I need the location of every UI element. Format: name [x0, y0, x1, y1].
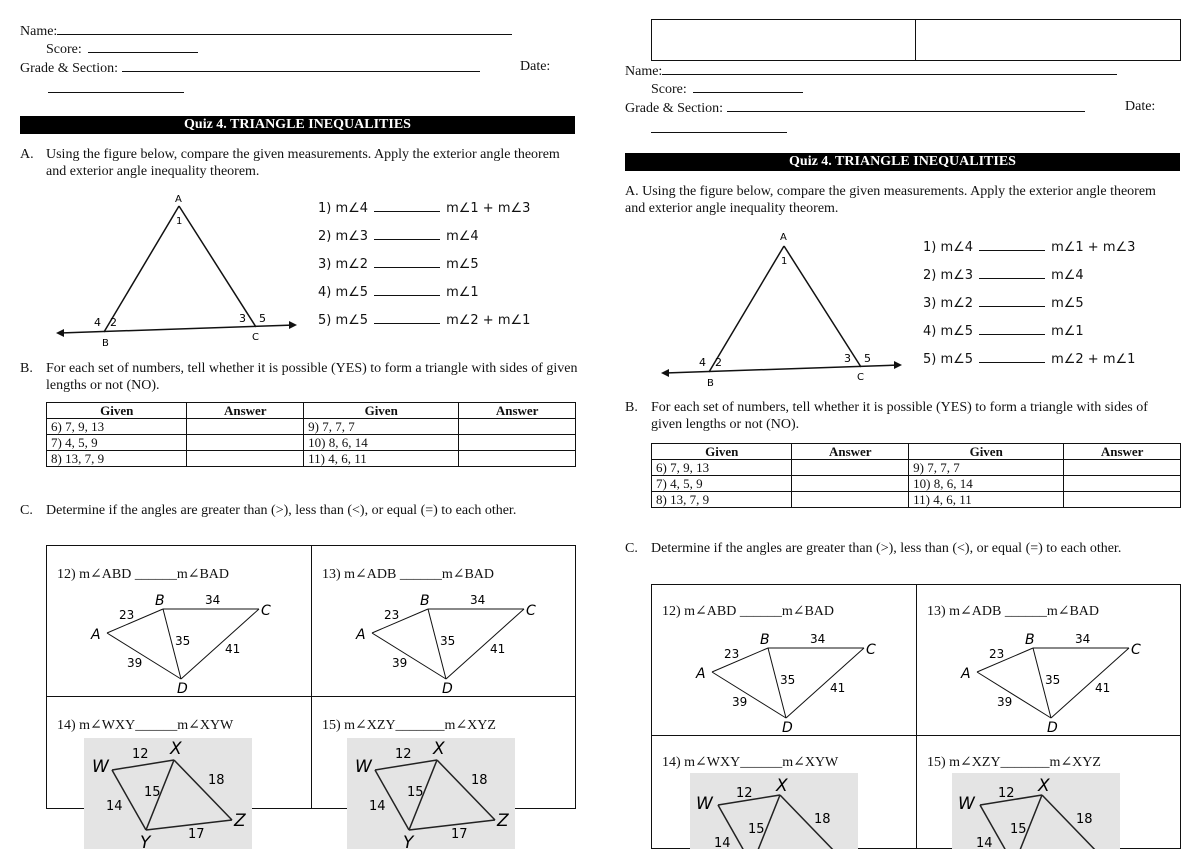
triangle-figure: [50, 188, 300, 348]
svg-text:C: C: [261, 603, 271, 619]
given-cell: 9) 7, 7, 7: [304, 419, 459, 435]
header-given-2: Given: [909, 444, 1064, 460]
score-label: Score:: [46, 42, 82, 57]
svg-text:C: C: [1131, 642, 1141, 658]
grade-label: Grade & Section:: [20, 61, 118, 76]
name-field[interactable]: [662, 62, 1117, 75]
q12-label: 12) m∠ABD ______m∠BAD: [662, 604, 835, 619]
label-1: 1: [781, 256, 788, 267]
answer-cell[interactable]: [792, 476, 909, 492]
date-label: Date:: [1125, 99, 1156, 114]
grade-line: [20, 59, 480, 77]
wxyz-photo-2: [347, 738, 515, 849]
score-box-divider: [915, 20, 916, 60]
svg-text:A: A: [356, 627, 366, 643]
answer-2-blank[interactable]: [374, 229, 440, 240]
svg-text:35: 35: [440, 634, 456, 648]
triangle-sides-table: [651, 443, 1181, 508]
answer-cell[interactable]: [1064, 476, 1181, 492]
box-q12: [651, 584, 917, 736]
svg-text:A: A: [91, 627, 101, 643]
label-5: 5: [864, 352, 871, 365]
svg-text:12: 12: [395, 747, 412, 762]
svg-text:18: 18: [471, 773, 488, 788]
header-given-2: Given: [304, 403, 459, 419]
given-cell: 10) 8, 6, 14: [909, 476, 1064, 492]
svg-text:B: B: [155, 593, 165, 609]
svg-text:X: X: [433, 739, 445, 759]
svg-text:41: 41: [1095, 681, 1111, 695]
svg-text:41: 41: [830, 681, 846, 695]
q14-label: 14) m∠WXY______m∠XYW: [662, 755, 839, 770]
svg-text:D: D: [442, 681, 453, 696]
date-field[interactable]: [48, 80, 184, 93]
label-1: 1: [176, 216, 183, 227]
triangle-figure: [655, 228, 905, 388]
svg-text:W: W: [355, 757, 372, 777]
svg-text:C: C: [526, 603, 536, 619]
svg-text:W: W: [958, 794, 975, 814]
quadrilateral-adb-figure: [348, 591, 538, 696]
svg-text:B: B: [1025, 632, 1035, 648]
quadrilateral-abd-figure: [83, 591, 273, 696]
svg-text:41: 41: [225, 642, 241, 656]
q12-label: 12) m∠ABD ______m∠BAD: [57, 567, 230, 582]
given-cell: 7) 4, 5, 9: [47, 435, 187, 451]
right-quiz-sheet: [625, 0, 1185, 849]
svg-text:12: 12: [132, 747, 149, 762]
svg-text:39: 39: [392, 656, 408, 670]
quadrilateral-adb-figure: [953, 630, 1143, 735]
table-row: [652, 460, 1181, 476]
box-q12: [46, 545, 312, 697]
section-a-letter: A.: [20, 147, 34, 162]
date-field[interactable]: [651, 120, 787, 133]
svg-text:41: 41: [490, 642, 506, 656]
svg-text:15: 15: [144, 785, 161, 800]
name-line: [625, 62, 1117, 80]
given-cell: 6) 7, 9, 13: [652, 460, 792, 476]
question-2: 2) m∠3 m∠4: [923, 268, 1084, 283]
triangle-sides-table: [46, 402, 576, 467]
svg-text:18: 18: [208, 773, 225, 788]
score-field[interactable]: [693, 80, 803, 93]
answer-4-blank[interactable]: [979, 324, 1045, 335]
svg-text:W: W: [92, 757, 109, 777]
label-3: 3: [844, 352, 851, 365]
box-q13: [916, 584, 1181, 736]
section-a-instructions: [625, 183, 1175, 217]
answer-5-blank[interactable]: [979, 352, 1045, 363]
score-label: Score:: [651, 82, 687, 97]
answer-cell[interactable]: [1064, 460, 1181, 476]
answer-cell[interactable]: [792, 492, 909, 508]
table-header-row: [47, 403, 576, 419]
section-a-text: A. Using the figure below, compare the given measurements. Apply the exterior angle theorem and exterior angle inequality theorem.: [625, 184, 1156, 216]
given-cell: 11) 4, 6, 11: [304, 451, 459, 467]
svg-text:23: 23: [724, 647, 740, 661]
label-2: 2: [110, 316, 117, 329]
svg-text:18: 18: [1076, 812, 1093, 827]
svg-text:12: 12: [736, 786, 753, 801]
svg-text:23: 23: [384, 608, 400, 622]
svg-text:A: A: [961, 666, 971, 682]
answer-5-blank[interactable]: [374, 313, 440, 324]
date-label: Date:: [520, 59, 551, 74]
svg-text:Z: Z: [234, 811, 246, 831]
svg-text:D: D: [1047, 720, 1058, 735]
svg-text:35: 35: [1045, 673, 1061, 687]
answer-cell[interactable]: [459, 435, 576, 451]
score-line: [46, 40, 198, 58]
header-answer-1: Answer: [792, 444, 909, 460]
label-A: A: [175, 194, 182, 205]
svg-text:35: 35: [175, 634, 191, 648]
section-c-instructions: [20, 502, 580, 519]
grade-field[interactable]: [122, 59, 480, 72]
name-field[interactable]: [57, 22, 512, 35]
svg-text:15: 15: [1010, 822, 1027, 837]
q15-label: 15) m∠XZY_______m∠XYZ: [322, 718, 496, 733]
svg-text:Y: Y: [140, 833, 151, 849]
quadrilateral-abd-figure: [688, 630, 878, 735]
score-field[interactable]: [88, 40, 198, 53]
table-row: [652, 492, 1181, 508]
svg-text:23: 23: [119, 608, 135, 622]
q15-label: 15) m∠XZY_______m∠XYZ: [927, 755, 1101, 770]
section-b-text: For each set of numbers, tell whether it is possible (YES) to form a triangle with sides of given lengths or not (NO).: [651, 400, 1148, 432]
svg-text:17: 17: [188, 827, 205, 842]
given-cell: 9) 7, 7, 7: [909, 460, 1064, 476]
svg-text:12: 12: [998, 786, 1015, 801]
q13-label: 13) m∠ADB ______m∠BAD: [927, 604, 1100, 619]
svg-text:X: X: [170, 739, 182, 759]
answer-2-blank[interactable]: [979, 268, 1045, 279]
label-4: 4: [94, 316, 101, 329]
svg-text:14: 14: [714, 836, 731, 849]
svg-text:B: B: [420, 593, 430, 609]
q14-label: 14) m∠WXY______m∠XYW: [57, 718, 234, 733]
name-label: Name:: [625, 64, 663, 79]
score-line: [651, 80, 803, 98]
svg-text:34: 34: [205, 593, 221, 607]
question-3: 3) m∠2 m∠5: [923, 296, 1084, 311]
header-answer-2: Answer: [1064, 444, 1181, 460]
svg-text:39: 39: [732, 695, 748, 709]
answer-cell[interactable]: [187, 419, 304, 435]
q13-label: 13) m∠ADB ______m∠BAD: [322, 567, 495, 582]
name-label: Name:: [20, 24, 58, 39]
svg-text:15: 15: [407, 785, 424, 800]
left-quiz-sheet: [20, 0, 590, 849]
question-1: 1) m∠4 m∠1 + m∠3: [923, 240, 1136, 255]
label-B: B: [707, 378, 714, 388]
svg-text:D: D: [177, 681, 188, 696]
label-2: 2: [715, 356, 722, 369]
answer-cell[interactable]: [1064, 492, 1181, 508]
svg-text:34: 34: [1075, 632, 1091, 646]
svg-text:15: 15: [748, 822, 765, 837]
label-5: 5: [259, 312, 266, 325]
question-1: 1) m∠4 m∠1 + m∠3: [318, 201, 531, 216]
wxyz-photo-1: [690, 773, 858, 849]
section-b-letter: B.: [20, 361, 33, 376]
table-row: [47, 435, 576, 451]
answer-cell[interactable]: [459, 419, 576, 435]
given-cell: 7) 4, 5, 9: [652, 476, 792, 492]
quiz-title: Quiz 4. TRIANGLE INEQUALITIES: [20, 116, 575, 134]
svg-text:23: 23: [989, 647, 1005, 661]
svg-text:W: W: [696, 794, 713, 814]
svg-text:X: X: [1038, 776, 1050, 796]
table-row: [47, 419, 576, 435]
svg-text:B: B: [760, 632, 770, 648]
svg-text:D: D: [782, 720, 793, 735]
table-row: [652, 476, 1181, 492]
svg-text:14: 14: [369, 799, 386, 814]
svg-text:35: 35: [780, 673, 796, 687]
section-b-instructions: [625, 399, 1175, 433]
svg-text:X: X: [776, 776, 788, 796]
quiz-title: Quiz 4. TRIANGLE INEQUALITIES: [625, 153, 1180, 171]
question-5: 5) m∠5 m∠2 + m∠1: [923, 352, 1136, 367]
svg-text:14: 14: [106, 799, 123, 814]
score-box: [651, 19, 1181, 61]
svg-text:17: 17: [451, 827, 468, 842]
header-given-1: Given: [47, 403, 187, 419]
svg-text:39: 39: [127, 656, 143, 670]
label-B: B: [102, 338, 109, 348]
svg-text:14: 14: [976, 836, 993, 849]
box-q13: [311, 545, 576, 697]
header-answer-2: Answer: [459, 403, 576, 419]
question-2: 2) m∠3 m∠4: [318, 229, 479, 244]
section-b-instructions: [20, 360, 580, 394]
header-answer-1: Answer: [187, 403, 304, 419]
question-5: 5) m∠5 m∠2 + m∠1: [318, 313, 531, 328]
header-given-1: Given: [652, 444, 792, 460]
grade-label: Grade & Section:: [625, 101, 723, 116]
question-4: 4) m∠5 m∠1: [318, 285, 479, 300]
wxyz-photo-2: [952, 773, 1120, 849]
answer-1-blank[interactable]: [979, 240, 1045, 251]
label-C: C: [857, 372, 864, 383]
label-C: C: [252, 332, 259, 343]
section-c-instructions: [625, 540, 1185, 557]
section-c-letter: C.: [625, 541, 638, 556]
answer-cell[interactable]: [187, 451, 304, 467]
svg-text:A: A: [696, 666, 706, 682]
svg-text:39: 39: [997, 695, 1013, 709]
label-A: A: [780, 232, 787, 243]
svg-text:34: 34: [810, 632, 826, 646]
svg-text:34: 34: [470, 593, 486, 607]
answer-cell[interactable]: [187, 435, 304, 451]
answer-cell[interactable]: [792, 460, 909, 476]
answer-1-blank[interactable]: [374, 201, 440, 212]
svg-text:Y: Y: [403, 833, 414, 849]
section-c-letter: C.: [20, 503, 33, 518]
question-4: 4) m∠5 m∠1: [923, 324, 1084, 339]
label-4: 4: [699, 356, 706, 369]
wxyz-photo-1: [84, 738, 252, 849]
section-c-text: Determine if the angles are greater than (>), less than (<), or equal (=) to each other.: [651, 541, 1122, 556]
label-3: 3: [239, 312, 246, 325]
given-cell: 6) 7, 9, 13: [47, 419, 187, 435]
answer-3-blank[interactable]: [979, 296, 1045, 307]
section-b-text: For each set of numbers, tell whether it is possible (YES) to form a triangle with sides of given lengths or not (NO).: [46, 361, 578, 393]
section-a-text: Using the figure below, compare the given measurements. Apply the exterior angle theorem and exterior angle inequality theorem.: [46, 147, 560, 179]
section-a-instructions: [20, 146, 580, 180]
given-cell: 8) 13, 7, 9: [47, 451, 187, 467]
section-c-text: Determine if the angles are greater than (>), less than (<), or equal (=) to each other.: [46, 503, 517, 518]
name-line: [20, 22, 512, 40]
given-cell: 11) 4, 6, 11: [909, 492, 1064, 508]
answer-3-blank[interactable]: [374, 257, 440, 268]
given-cell: 10) 8, 6, 14: [304, 435, 459, 451]
svg-text:C: C: [866, 642, 876, 658]
answer-4-blank[interactable]: [374, 285, 440, 296]
svg-text:18: 18: [814, 812, 831, 827]
question-3: 3) m∠2 m∠5: [318, 257, 479, 272]
table-row: [47, 451, 576, 467]
answer-cell[interactable]: [459, 451, 576, 467]
svg-text:Z: Z: [497, 811, 509, 831]
grade-field[interactable]: [727, 99, 1085, 112]
grade-line: [625, 99, 1085, 117]
section-b-letter: B.: [625, 400, 638, 415]
table-header-row: [652, 444, 1181, 460]
given-cell: 8) 13, 7, 9: [652, 492, 792, 508]
